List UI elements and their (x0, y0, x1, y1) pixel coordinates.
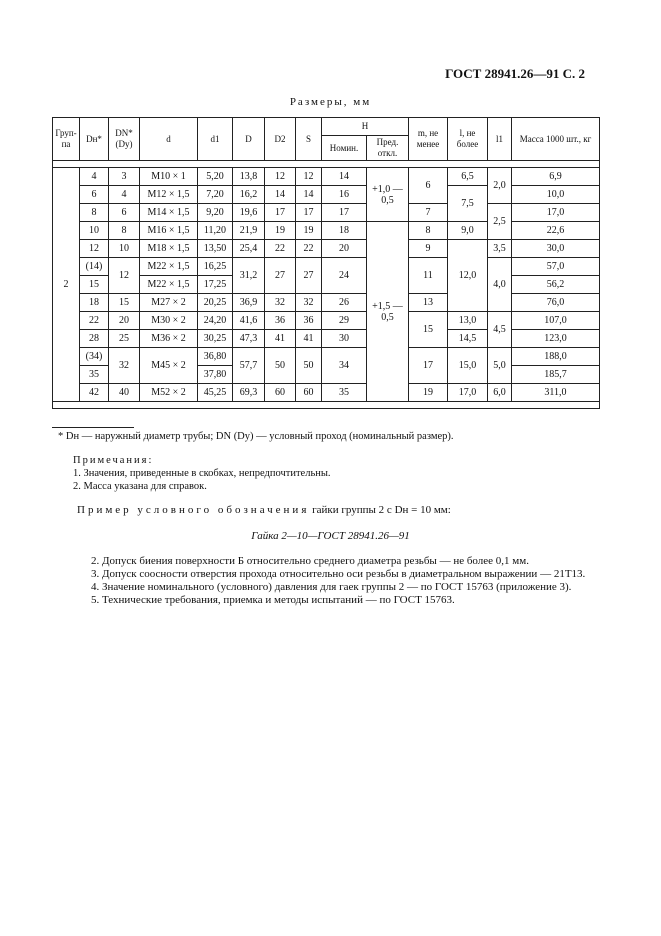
cell-dn: 4 (80, 168, 109, 186)
cell-D2: 36 (265, 312, 296, 330)
cell-dn: 8 (80, 204, 109, 222)
cell-D2: 32 (265, 294, 296, 312)
dimensions-table (52, 117, 600, 409)
cell-l1: 3,5 (488, 240, 512, 258)
header-H: H (322, 118, 409, 136)
cell-mass: 185,7 (512, 366, 600, 384)
cell-dnu: 8 (109, 222, 140, 240)
header-H-tolerance: Пред. откл. (367, 136, 409, 161)
cell-d1: 36,80 (198, 348, 233, 366)
cell-l: 9,0 (448, 222, 488, 240)
cell-D2: 41 (265, 330, 296, 348)
cell-dnu: 10 (109, 240, 140, 258)
cell-d: M27 × 2 (140, 294, 198, 312)
cell-D2: 60 (265, 384, 296, 402)
requirements-list (77, 555, 612, 607)
cell-dn: 35 (80, 366, 109, 384)
cell-D: 19,6 (233, 204, 265, 222)
cell-dn: 12 (80, 240, 109, 258)
cell-l: 7,5 (448, 186, 488, 222)
cell-d1: 7,20 (198, 186, 233, 204)
table-row (53, 294, 600, 312)
header-mass: Масса 1000 шт., кг (512, 118, 600, 161)
cell-d: M45 × 2 (140, 348, 198, 384)
cell-m: 6 (409, 168, 448, 204)
note-item: 1. Значения, приведенные в скобках, непредпочтительны. (73, 468, 331, 479)
cell-m: 7 (409, 204, 448, 222)
cell-l1: 4,5 (488, 312, 512, 348)
cell-d1: 20,25 (198, 294, 233, 312)
cell-mass: 311,0 (512, 384, 600, 402)
cell-d1: 11,20 (198, 222, 233, 240)
cell-d: M36 × 2 (140, 330, 198, 348)
cell-m: 8 (409, 222, 448, 240)
cell-l: 15,0 (448, 348, 488, 384)
cell-H: 18 (322, 222, 367, 240)
cell-dn: 28 (80, 330, 109, 348)
cell-H: 24 (322, 258, 367, 294)
tolerance-cell-2: +1,5 —0,5 (367, 222, 409, 402)
notes-block (73, 454, 331, 493)
table-caption: Размеры, мм (289, 96, 372, 108)
cell-dnu: 32 (109, 348, 140, 384)
note-item: 2. Масса указана для справок. (73, 481, 207, 492)
cell-dn: 10 (80, 222, 109, 240)
cell-dnu: 15 (109, 294, 140, 312)
cell-S: 60 (296, 384, 322, 402)
cell-mass: 57,0 (512, 258, 600, 276)
cell-m: 17 (409, 348, 448, 384)
cell-m: 15 (409, 312, 448, 348)
cell-H: 16 (322, 186, 367, 204)
footnote-rule (52, 427, 134, 428)
header-H-nominal: Номин. (322, 136, 367, 161)
header-m: m, не менее (409, 118, 448, 161)
header-d1: d1 (198, 118, 233, 161)
cell-m: 13 (409, 294, 448, 312)
cell-mass: 17,0 (512, 204, 600, 222)
cell-dn: (34) (80, 348, 109, 366)
header-d: d (140, 118, 198, 161)
cell-S: 32 (296, 294, 322, 312)
cell-mass: 188,0 (512, 348, 600, 366)
page-header: ГОСТ 28941.26—91 С. 2 (445, 66, 585, 81)
header-l1: l1 (488, 118, 512, 161)
cell-H: 26 (322, 294, 367, 312)
cell-d1: 37,80 (198, 366, 233, 384)
cell-mass: 6,9 (512, 168, 600, 186)
cell-S: 12 (296, 168, 322, 186)
cell-d: M16 × 1,5 (140, 222, 198, 240)
cell-mass: 123,0 (512, 330, 600, 348)
cell-S: 41 (296, 330, 322, 348)
cell-S: 27 (296, 258, 322, 294)
header-S: S (296, 118, 322, 161)
cell-S: 22 (296, 240, 322, 258)
cell-D: 57,7 (233, 348, 265, 384)
cell-D2: 22 (265, 240, 296, 258)
cell-H: 20 (322, 240, 367, 258)
example-text: гайки группы 2 с Dн = 10 мм: (312, 504, 451, 516)
cell-d: M22 × 1,5 (140, 258, 198, 276)
cell-d1: 9,20 (198, 204, 233, 222)
cell-d: M22 × 1,5 (140, 276, 198, 294)
header-group: Груп-па (53, 118, 80, 161)
cell-D: 36,9 (233, 294, 265, 312)
cell-mass: 22,6 (512, 222, 600, 240)
cell-mass: 30,0 (512, 240, 600, 258)
cell-d: M12 × 1,5 (140, 186, 198, 204)
cell-S: 14 (296, 186, 322, 204)
cell-mass: 107,0 (512, 312, 600, 330)
cell-dnu: 12 (109, 258, 140, 294)
cell-m: 9 (409, 240, 448, 258)
cell-m: 19 (409, 384, 448, 402)
notes-title: Примечания: (73, 455, 154, 466)
cell-D2: 27 (265, 258, 296, 294)
cell-dn: 6 (80, 186, 109, 204)
cell-d1: 24,20 (198, 312, 233, 330)
requirement-item: 3. Допуск соосности отверстия прохода относительно оси резьбы в диаметральном выражении — 21Т13. (91, 568, 586, 580)
cell-mass: 56,2 (512, 276, 600, 294)
cell-d1: 16,25 (198, 258, 233, 276)
cell-D2: 14 (265, 186, 296, 204)
cell-dn: 15 (80, 276, 109, 294)
cell-l: 12,0 (448, 240, 488, 312)
cell-d1: 30,25 (198, 330, 233, 348)
cell-dnu: 40 (109, 384, 140, 402)
example-line (77, 504, 451, 516)
cell-D2: 17 (265, 204, 296, 222)
cell-l1: 4,0 (488, 258, 512, 312)
cell-mass: 10,0 (512, 186, 600, 204)
cell-D: 21,9 (233, 222, 265, 240)
cell-dnu: 25 (109, 330, 140, 348)
cell-dn: 18 (80, 294, 109, 312)
cell-d: M30 × 2 (140, 312, 198, 330)
table-row (53, 330, 600, 348)
cell-D: 69,3 (233, 384, 265, 402)
requirement-item: 4. Значение номинального (условного) давления для гаек группы 2 — по ГОСТ 15763 (приложение 3). (91, 581, 572, 593)
cell-D: 41,6 (233, 312, 265, 330)
cell-m: 11 (409, 258, 448, 294)
cell-d1: 5,20 (198, 168, 233, 186)
cell-d: M18 × 1,5 (140, 240, 198, 258)
table-row (53, 258, 600, 276)
tolerance-cell-1: +1,0 —0,5 (367, 168, 409, 222)
cell-l1: 6,0 (488, 384, 512, 402)
header-l: l, не более (448, 118, 488, 161)
requirement-item: 5. Технические требования, приемка и методы испытаний — по ГОСТ 15763. (91, 594, 455, 606)
cell-D2: 12 (265, 168, 296, 186)
cell-d1: 13,50 (198, 240, 233, 258)
table-row (53, 186, 600, 204)
table-row (53, 312, 600, 330)
cell-D2: 19 (265, 222, 296, 240)
cell-dn: 42 (80, 384, 109, 402)
cell-l: 13,0 (448, 312, 488, 330)
table-row (53, 222, 600, 240)
cell-l1: 5,0 (488, 348, 512, 384)
cell-l1: 2,5 (488, 204, 512, 240)
cell-d1: 45,25 (198, 384, 233, 402)
table-row (53, 240, 600, 258)
table-row (53, 168, 600, 186)
group-cell: 2 (53, 168, 80, 402)
header-D2: D2 (265, 118, 296, 161)
cell-l: 17,0 (448, 384, 488, 402)
footnote: * Dн — наружный диаметр трубы; DN (Dу) — условный проход (номинальный размер). (58, 431, 454, 442)
table-row (53, 384, 600, 402)
cell-H: 30 (322, 330, 367, 348)
cell-d1: 17,25 (198, 276, 233, 294)
cell-H: 35 (322, 384, 367, 402)
cell-S: 36 (296, 312, 322, 330)
cell-dnu: 20 (109, 312, 140, 330)
cell-d: M10 × 1 (140, 168, 198, 186)
requirement-item: 2. Допуск биения поверхности Б относительно среднего диаметра резьбы — не более 0,1 мм. (91, 555, 529, 567)
cell-D: 16,2 (233, 186, 265, 204)
example-label: Пример условного обозначения (77, 504, 310, 516)
cell-H: 29 (322, 312, 367, 330)
cell-dnu: 6 (109, 204, 140, 222)
cell-d: M14 × 1,5 (140, 204, 198, 222)
cell-D2: 50 (265, 348, 296, 384)
table-row (53, 204, 600, 222)
cell-D: 25,4 (233, 240, 265, 258)
header-D: D (233, 118, 265, 161)
cell-dnu: 4 (109, 186, 140, 204)
cell-H: 14 (322, 168, 367, 186)
cell-S: 17 (296, 204, 322, 222)
cell-H: 34 (322, 348, 367, 384)
cell-dnu: 3 (109, 168, 140, 186)
header-dn-nominal: DN* (Dу) (109, 118, 140, 161)
cell-D: 13,8 (233, 168, 265, 186)
table-row (53, 348, 600, 366)
cell-D: 31,2 (233, 258, 265, 294)
header-dn-outer: Dн* (80, 118, 109, 161)
cell-S: 19 (296, 222, 322, 240)
cell-l: 6,5 (448, 168, 488, 186)
cell-mass: 76,0 (512, 294, 600, 312)
cell-d: M52 × 2 (140, 384, 198, 402)
cell-D: 47,3 (233, 330, 265, 348)
cell-l1: 2,0 (488, 168, 512, 204)
cell-dn: (14) (80, 258, 109, 276)
cell-S: 50 (296, 348, 322, 384)
cell-H: 17 (322, 204, 367, 222)
cell-dn: 22 (80, 312, 109, 330)
cell-l: 14,5 (448, 330, 488, 348)
designation: Гайка 2—10—ГОСТ 28941.26—91 (251, 530, 410, 542)
